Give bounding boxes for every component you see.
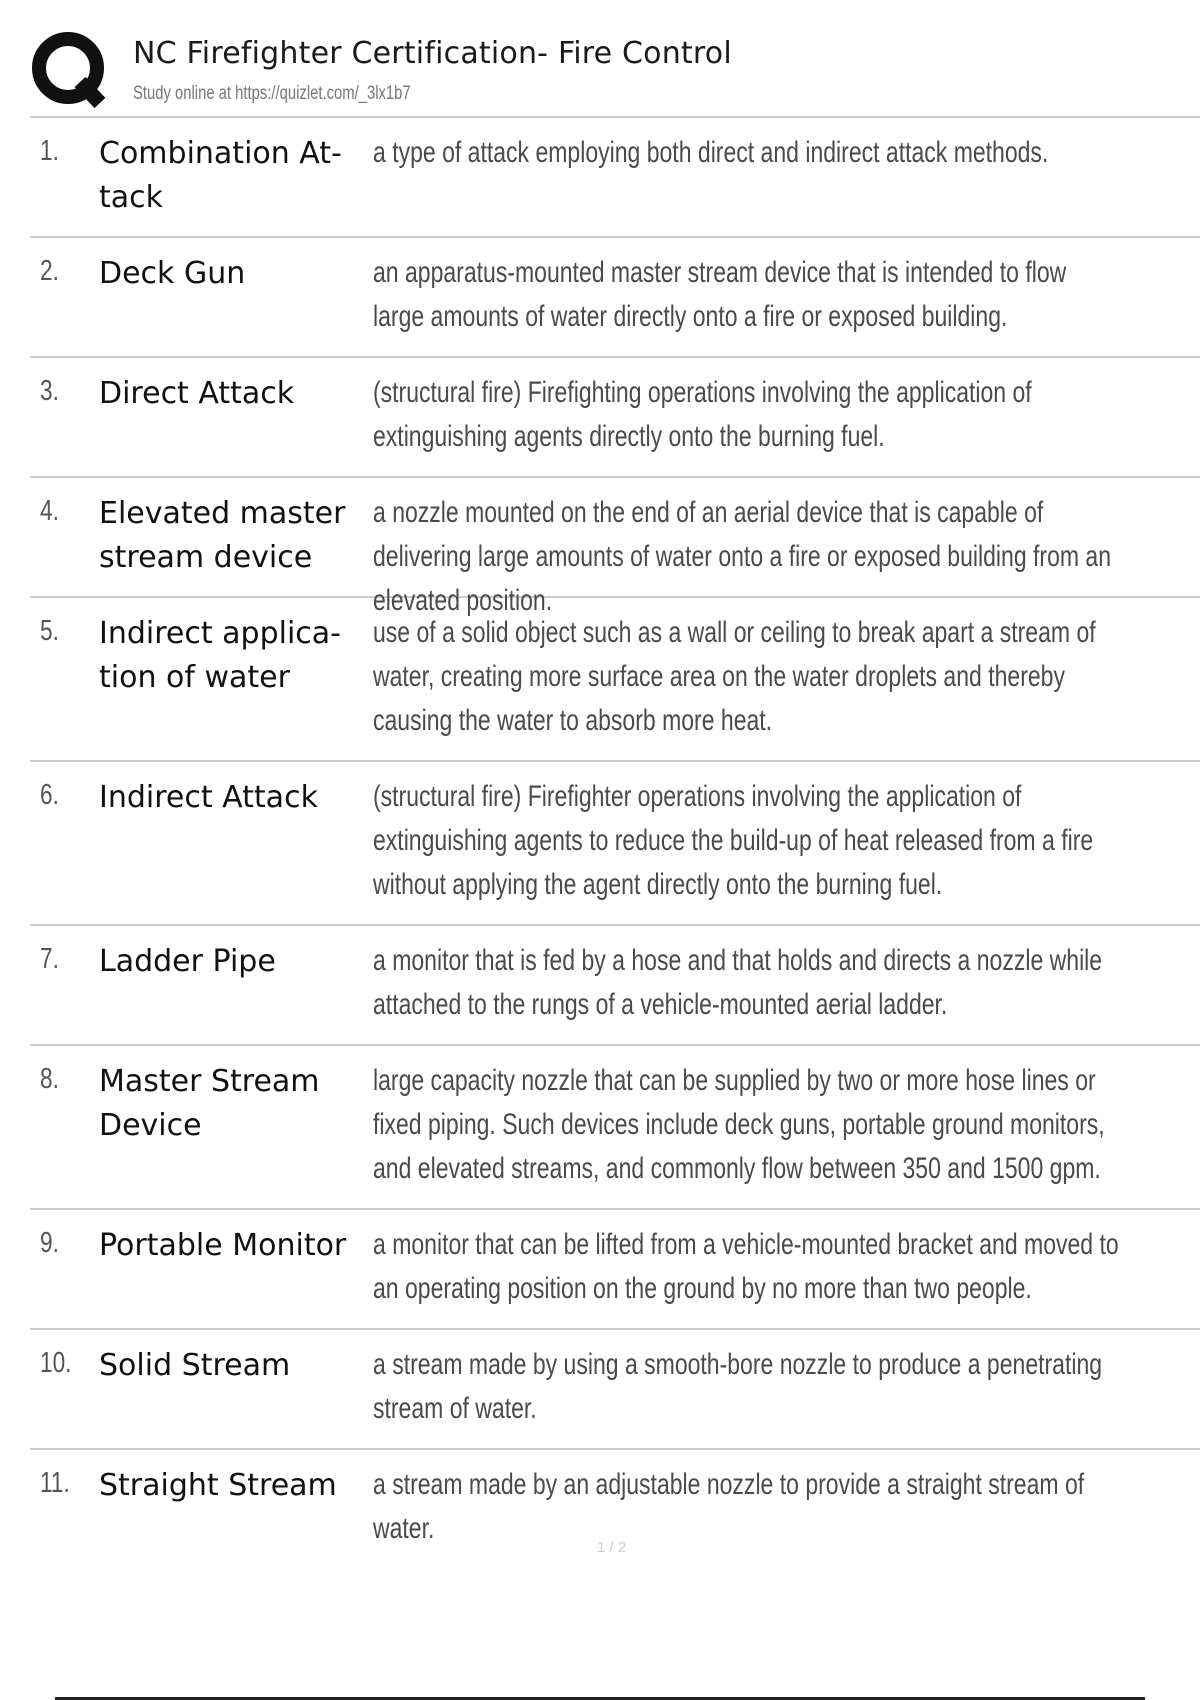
flashcard-row [30,118,1200,238]
card-number: 3. [40,375,59,407]
card-term: Elevated master stream device [99,496,346,575]
study-online-link[interactable]: Study online at https://quizlet.com/_3lx1b7 [133,83,411,104]
card-term: Straight Stream [99,1468,337,1503]
quizlet-logo-icon [30,30,142,112]
card-term: Portable Monitor [99,1228,347,1263]
flashcard-row [30,238,1200,358]
flashcard-row [30,478,1200,617]
card-definition: a stream made by an adjustable nozzle to provide a straight stream of water. [373,1468,1085,1545]
card-definition: a monitor that is fed by a hose and that holds and directs a nozzle while attached to the rungs of a vehicle-mounted aerial ladder. [373,944,1103,1021]
card-definition: a nozzle mounted on the end of an aerial device that is capable of delivering large amounts of water onto a fire or exposed building from an elevated position. [373,496,1112,617]
card-number: 1. [40,135,59,167]
page-header [30,28,1200,118]
flashcard-row [30,762,1200,926]
flashcard-row [30,1046,1200,1210]
card-definition: a stream made by using a smooth-bore nozzle to produce a penetrating stream of water. [373,1348,1103,1425]
flashcard-row [30,358,1200,478]
card-number: 4. [40,495,59,527]
flashcard-row [30,1210,1200,1330]
card-number: 2. [40,255,59,287]
card-definition: large capacity nozzle that can be supplied by two or more hose lines or fixed piping. Such devices include deck guns, portable ground monitors, and elevated streams, and commonly flow between 350 and 1500 gpm. [373,1064,1105,1185]
card-term: Master Stream Device [99,1064,320,1143]
card-term: Direct Attack [99,376,295,411]
card-definition: (structural fire) Firefighter operations involving the application of extinguishing agents to reduce the build-up of heat released from a fire without applying the agent directly onto the burning fuel. [373,780,1094,901]
card-definition: an apparatus-mounted master stream device that is intended to flow large amounts of water directly onto a fire or exposed building. [373,256,1067,333]
flashcard-list [30,118,1200,1560]
card-definition: a monitor that can be lifted from a vehicle-mounted bracket and moved to an operating position on the ground by no more than two people. [373,1228,1119,1305]
card-term: Ladder Pipe [99,944,276,979]
card-term: Indirect applica-tion of water [99,616,342,695]
card-number: 7. [40,943,59,975]
card-number: 6. [40,779,59,811]
card-number: 9. [40,1227,59,1259]
flashcard-row [30,926,1200,1046]
card-term: Deck Gun [99,256,246,291]
page-number: 1 / 2 [597,1539,627,1556]
card-number: 5. [40,615,59,647]
card-term: Indirect Attack [99,780,318,815]
card-term: Combination At-tack [99,136,342,215]
card-number: 11. [40,1467,70,1499]
card-number: 8. [40,1063,59,1095]
page-title: NC Firefighter Certification- Fire Control [133,36,732,71]
card-term: Solid Stream [99,1348,291,1383]
card-definition: use of a solid object such as a wall or ceiling to break apart a stream of water, creating more surface area on the water droplets and thereby causing the water to absorb more heat. [373,616,1096,737]
flashcard-row [30,598,1200,762]
card-number: 10. [40,1347,72,1379]
card-definition: (structural fire) Firefighting operations involving the application of extinguishing agents directly onto the burning fuel. [373,376,1032,453]
flashcard-row [30,1330,1200,1450]
card-definition: a type of attack employing both direct and indirect attack methods. [373,136,1049,169]
